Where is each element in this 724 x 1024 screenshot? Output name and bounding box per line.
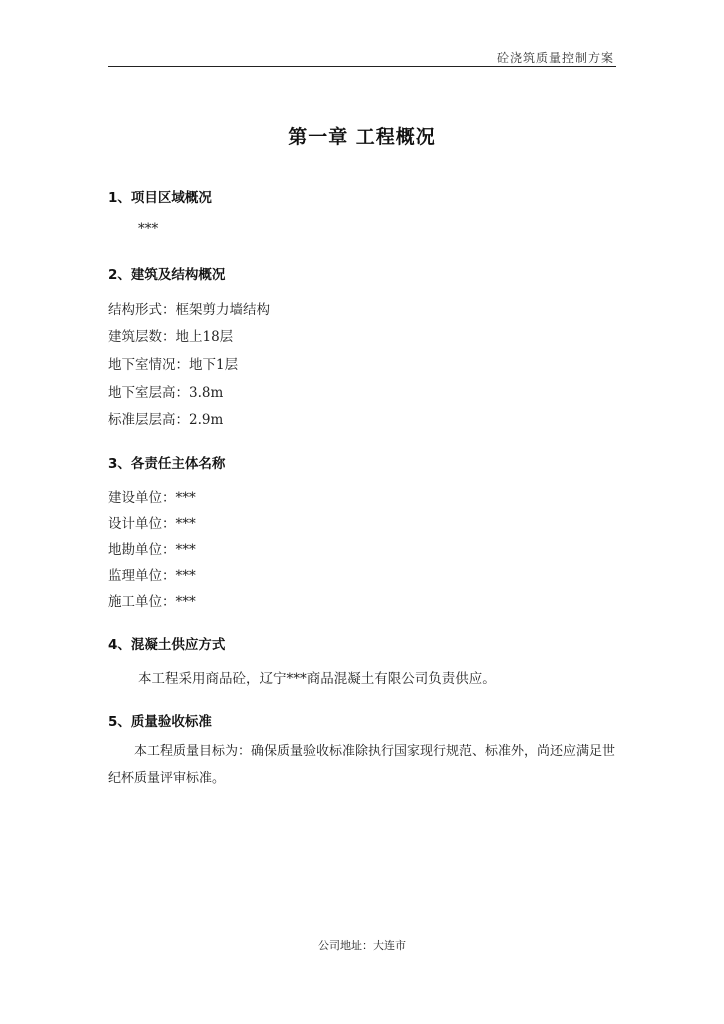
standard-floor-height-line: 标准层层高：2.9m [108, 412, 224, 428]
developer-line: 建设单位：*** [108, 490, 196, 506]
page-footer: 公司地址：大连市 [318, 939, 406, 952]
structure-type-line: 结构形式：框架剪力墙结构 [108, 302, 270, 318]
section-4-content: 本工程采用商品砼，辽宁***商品混凝土有限公司负责供应。 [138, 671, 496, 687]
contractor-line: 施工单位：*** [108, 594, 196, 610]
section-4-heading: 4、混凝土供应方式 [108, 637, 226, 653]
designer-line: 设计单位：*** [108, 516, 196, 532]
floor-count-line: 建筑层数：地上18层 [108, 329, 234, 345]
section-5-content: 本工程质量目标为：确保质量验收标准除执行国家现行规范、标准外，尚还应满足世纪杯质量评审标准。 [108, 744, 616, 786]
basement-line: 地下室情况：地下1层 [108, 357, 239, 373]
basement-height-line: 地下室层高：3.8m [108, 385, 224, 401]
section-2-heading: 2、建筑及结构概况 [108, 267, 226, 283]
survey-line: 地勘单位：*** [108, 542, 196, 558]
chapter-title: 第一章 工程概况 [288, 126, 436, 148]
header-divider [108, 66, 616, 67]
supervisor-line: 监理单位：*** [108, 568, 196, 584]
section-1-content: *** [138, 221, 159, 237]
section-3-heading: 3、各责任主体名称 [108, 456, 226, 472]
section-5-heading: 5、质量验收标准 [108, 714, 212, 730]
running-header: 砼浇筑质量控制方案 [496, 51, 614, 65]
section-1-heading: 1、项目区域概况 [108, 190, 212, 206]
